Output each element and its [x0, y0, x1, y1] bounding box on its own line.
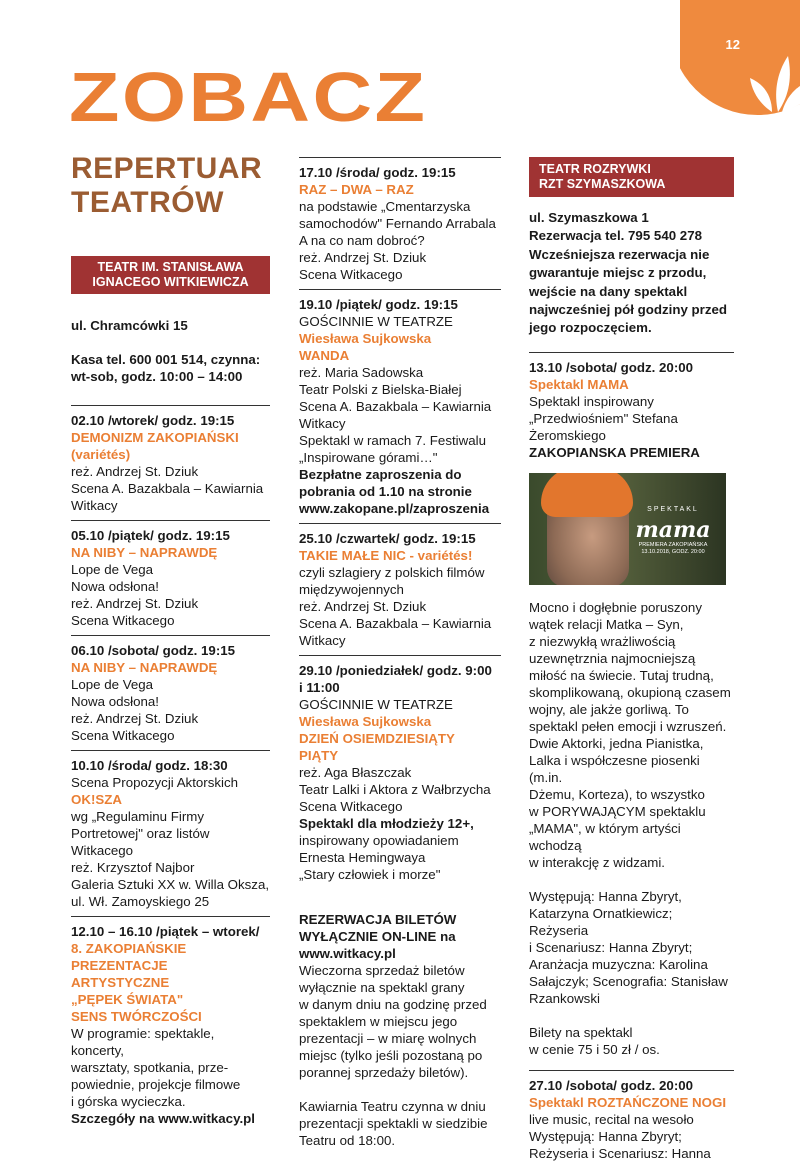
event-line: powiednie, projekcje filmowe	[71, 1077, 241, 1092]
event-line: „Przedwiośniem" Stefana	[529, 410, 678, 426]
description-line: Mocno i dogłębnie poruszony	[529, 599, 702, 615]
event-date: 12.10 – 16.10 /piątek – wtorek/	[71, 924, 260, 939]
description-line: w PORYWAJĄCYM spektaklu	[529, 803, 706, 819]
theatre-name-line: TEATR ROZRYWKI	[539, 162, 651, 176]
reservation-line: miejsc (tylko jeśli pozostaną po	[299, 1048, 483, 1063]
event-date: 02.10 /wtorek/ godz. 19:15	[71, 413, 235, 428]
event-line: „Stary człowiek i morze"	[299, 867, 441, 882]
event-date: i 11:00	[299, 680, 340, 695]
event-line: warsztaty, spotkania, prze-	[71, 1060, 229, 1075]
event-note: ZAKOPIANSKA PREMIERA	[529, 444, 700, 460]
event-block	[71, 916, 270, 1133]
event-title: (variétés)	[71, 447, 131, 462]
promo-label: SPEKTAKL	[647, 505, 699, 513]
reservation-line: prezentacji – w miarę wolnych	[299, 1031, 477, 1046]
ticket-price	[529, 1024, 734, 1058]
description-line: z niezwykłą wrażliwością	[529, 633, 676, 649]
event-title: TAKIE MAŁE NIC - variétés!	[299, 548, 473, 563]
event-date: 29.10 /poniedziałek/ godz. 9:00	[299, 663, 492, 678]
theatre-note: jego rozpoczęciem.	[529, 320, 652, 336]
description-line: Lalka i współczesne piosenki (m.in.	[529, 752, 700, 785]
event-line: live music, recital na wesoło	[529, 1111, 694, 1127]
event-line: Lope de Vega	[71, 562, 154, 577]
event-title: DZIEŃ OSIEMDZIESIĄTY	[299, 731, 455, 746]
theatre-note: wejście na dany spektakl	[529, 283, 688, 299]
description-line: Dwie Aktorki, jedna Pianistka,	[529, 735, 704, 751]
event-date: 27.10 /sobota/ godz. 20:00	[529, 1077, 694, 1093]
reservation-line: w danym dniu na godzinę przed	[299, 997, 487, 1012]
event-line: Witkacy	[299, 416, 346, 431]
column-teatr-witkacego-cont	[299, 157, 501, 1149]
event-line: reż. Andrzej St. Dziuk	[71, 464, 199, 479]
credits-line: Katarzyna Ornatkiewicz; Reżyseria	[529, 905, 673, 938]
column-teatr-witkacego	[71, 256, 270, 1133]
description-line: w interakcję z widzami.	[529, 854, 665, 870]
event-line: A na co nam dobroć?	[299, 233, 425, 248]
event-date: 05.10 /piątek/ godz. 19:15	[71, 528, 230, 543]
corner-decoration	[680, 0, 800, 120]
reservation-info	[299, 911, 501, 1149]
event-line: Spektakl inspirowany	[529, 393, 654, 409]
orange-hat	[541, 473, 633, 517]
event-title: NA NIBY – NAPRAWDĘ	[71, 660, 218, 675]
theatre-info	[529, 209, 734, 338]
reservation-heading: REZERWACJA BILETÓW	[299, 912, 457, 927]
event-line: Lope de Vega	[71, 677, 154, 692]
theatre-note: gwarantuje miejsc z przodu,	[529, 265, 707, 281]
event-line: Ernesta Hemingwaya	[299, 850, 426, 865]
event-line: Reżyseria i Scenariusz: Hanna	[529, 1145, 711, 1161]
event-line: ul. Wł. Zamoyskiego 25	[71, 894, 210, 909]
ticket-line: w cenie 75 i 50 zł / os.	[529, 1041, 660, 1057]
event-block	[299, 157, 501, 289]
event-title: Wiesława Sujkowska	[299, 714, 432, 729]
event-title: PIĄTY	[299, 748, 339, 763]
event-date: 10.10 /środa/ godz. 18:30	[71, 758, 228, 773]
theatre-name-line: RZT SZYMASZKOWA	[539, 177, 666, 191]
description-line: skomplikowaną, okupioną czasem	[529, 684, 731, 700]
event-title: SENS TWÓRCZOŚCI	[71, 1009, 202, 1024]
reservation-line: porannej sprzedaży biletów).	[299, 1065, 469, 1080]
event-line: Występują: Hanna Zbyryt;	[529, 1128, 682, 1144]
event-line: reż. Maria Sadowska	[299, 365, 424, 380]
event-line: Teatr Lalki i Aktora z Wałbrzycha	[299, 782, 491, 797]
theatre-name-line: TEATR IM. STANISŁAWA	[97, 260, 244, 274]
promo-subtitle: PREMIERA ZAKOPIAŃSKA	[638, 541, 708, 548]
column-teatr-rozrywki	[529, 157, 734, 1168]
event-line: W programie: spektakle, koncerty,	[71, 1026, 215, 1058]
event-line: czyli szlagiery z polskich filmów	[299, 565, 485, 580]
event-line: na podstawie „Cmentarzyska	[299, 199, 471, 214]
promo-text	[628, 501, 718, 556]
event-block	[71, 635, 270, 750]
event-line: Nowa odsłona!	[71, 579, 159, 594]
theatre-phone: Rezerwacja tel. 795 540 278	[529, 228, 702, 244]
theatre-note: Wcześniejsza rezerwacja nie	[529, 246, 710, 262]
event-title: Spektakl ROZTAŃCZONE NOGI	[529, 1094, 727, 1110]
event-note: Spektakl dla młodzieży 12+,	[299, 816, 474, 831]
event-line: GOŚCINNIE W TEATRZE	[299, 314, 453, 329]
event-title: RAZ – DWA – RAZ	[299, 182, 414, 197]
event-line: reż. Andrzej St. Dziuk	[71, 596, 199, 611]
reservation-line: spektaklem w miejscu jego	[299, 1014, 458, 1029]
event-line: Witkacego	[71, 843, 134, 858]
event-title: WANDA	[299, 348, 350, 363]
theatre-address: ul. Szymaszkowa 1	[529, 210, 649, 225]
event-block	[529, 1070, 734, 1168]
event-title: Wiesława Sujkowska	[299, 331, 432, 346]
ticket-line: Bilety na spektakl	[529, 1024, 633, 1040]
event-line: Witkacy	[299, 633, 346, 648]
event-title: PREZENTACJE	[71, 958, 168, 973]
event-line: Portretowej" oraz listów	[71, 826, 210, 841]
description-line: wojny, ale jakże gorliwą. To	[529, 701, 689, 717]
event-block	[529, 352, 734, 467]
theatre-address: ul. Chramcówki 15	[71, 318, 188, 333]
reservation-line: wyłącznie na spektakl grany	[299, 980, 465, 995]
description-line: miłość na świecie. Tutaj trudną,	[529, 667, 714, 683]
reservation-line: Wieczorna sprzedaż biletów	[299, 963, 465, 978]
event-details-link: Szczegóły na www.witkacy.pl	[71, 1111, 255, 1126]
event-title: OK!SZA	[71, 792, 122, 807]
reservation-heading: WYŁĄCZNIE ON-LINE na	[299, 929, 456, 944]
event-date: 06.10 /sobota/ godz. 19:15	[71, 643, 236, 658]
credits-line: Aranżacja muzyczna: Karolina	[529, 956, 708, 972]
event-line: Teatr Polski z Bielska-Białej	[299, 382, 462, 397]
event-line: GOŚCINNIE W TEATRZE	[299, 697, 453, 712]
event-date: 25.10 /czwartek/ godz. 19:15	[299, 531, 476, 546]
event-title: NA NIBY – NAPRAWDĘ	[71, 545, 218, 560]
event-line: Scena A. Bazakbala – Kawiarnia	[71, 481, 264, 496]
event-line: międzywojennych	[299, 582, 404, 597]
box-office-hours: wt-sob, godz. 10:00 – 14:00	[71, 369, 243, 384]
event-line: reż. Andrzej St. Dziuk	[71, 711, 199, 726]
description-line: uzewnętrznia najmocniejszą	[529, 650, 696, 666]
event-line: Scena Witkacego	[299, 799, 403, 814]
event-block	[71, 405, 270, 520]
event-description	[529, 599, 734, 871]
description-line: spektakl pełen emocji i wzruszeń.	[529, 718, 727, 734]
event-date: 17.10 /środa/ godz. 19:15	[299, 165, 456, 180]
theatre-note: najwcześniej pół godziny przed	[529, 302, 728, 318]
event-line: reż. Krzysztof Najbor	[71, 860, 195, 875]
event-line: reż. Andrzej St. Dziuk	[299, 250, 427, 265]
credits-line: Występują: Hanna Zbyryt,	[529, 888, 682, 904]
description-line: „MAMA", w którym artyści wchodzą	[529, 820, 681, 853]
event-line: „Inspirowane górami…"	[299, 450, 438, 465]
cast-credits	[529, 888, 734, 1007]
event-block	[71, 750, 270, 916]
page-title: ZOBACZ	[69, 58, 428, 136]
promo-date: 13.10.2018, GODZ. 20:00	[641, 548, 705, 555]
box-office-info: Kasa tel. 600 001 514, czynna:	[71, 352, 261, 367]
event-line: Nowa odsłona!	[71, 694, 159, 709]
event-block	[299, 655, 501, 889]
event-title: Spektakl MAMA	[529, 376, 629, 392]
cafe-line: prezentacji spektakli w siedzibie	[299, 1116, 488, 1131]
section-title	[71, 152, 262, 220]
section-title-line-1: REPERTUAR	[71, 152, 263, 185]
event-line: Scena Witkacego	[299, 267, 403, 282]
event-date: 19.10 /piątek/ godz. 19:15	[299, 297, 458, 312]
theatre-header	[71, 256, 270, 294]
section-title-line-2: TEATRÓW	[71, 186, 224, 219]
reservation-link: www.witkacy.pl	[299, 946, 396, 961]
cafe-line: Teatru od 18:00.	[299, 1133, 396, 1148]
event-line: Spektakl w ramach 7. Festiwalu	[299, 433, 486, 448]
page-number: 12	[725, 37, 740, 52]
event-line: Scena Witkacego	[71, 613, 175, 628]
event-line: Scena Witkacego	[71, 728, 175, 743]
event-line: inspirowany opowiadaniem	[299, 833, 459, 848]
event-line: Witkacy	[71, 498, 118, 513]
promo-image	[529, 473, 726, 585]
event-title: ARTYSTYCZNE	[71, 975, 170, 990]
wheat-leaf-icon	[730, 48, 800, 114]
event-title: „PĘPEK ŚWIATA"	[71, 992, 184, 1007]
event-note: pobrania od 1.10 na stronie	[299, 484, 472, 499]
event-line: wg „Regulaminu Firmy	[71, 809, 205, 824]
event-note: www.zakopane.pl/zaproszenia	[299, 501, 490, 516]
event-line: Scena A. Bazakbala – Kawiarnia	[299, 616, 492, 631]
event-title: DEMONIZM ZAKOPIAŃSKI	[71, 430, 239, 445]
description-line: Dżemu, Korteza), to wszystko	[529, 786, 705, 802]
event-line: Galeria Sztuki XX w. Willa Oksza,	[71, 877, 270, 892]
promo-title: mama	[635, 516, 711, 543]
event-line: Żeromskiego	[529, 427, 606, 443]
credits-line: i Scenariusz: Hanna Zbyryt;	[529, 939, 693, 955]
event-note: Bezpłatne zaproszenia do	[299, 467, 462, 482]
event-block	[299, 289, 501, 523]
description-line: wątek relacji Matka – Syn,	[529, 616, 684, 632]
event-line: i górska wycieczka.	[71, 1094, 186, 1109]
event-title: 8. ZAKOPIAŃSKIE	[71, 941, 187, 956]
event-date: 13.10 /sobota/ godz. 20:00	[529, 359, 694, 375]
event-line: samochodów" Fernando Arrabala	[299, 216, 496, 231]
credits-line: Rzankowski	[529, 990, 600, 1006]
event-block	[71, 520, 270, 635]
event-line: Scena Propozycji Aktorskich	[71, 775, 239, 790]
event-line: reż. Andrzej St. Dziuk	[299, 599, 427, 614]
event-block	[299, 523, 501, 655]
theatre-header	[529, 157, 734, 197]
cafe-line: Kawiarnia Teatru czynna w dniu	[299, 1099, 486, 1114]
theatre-name-line: IGNACEGO WITKIEWICZA	[92, 275, 249, 289]
event-line: Scena A. Bazakbala – Kawiarnia	[299, 399, 492, 414]
event-line: reż. Aga Błaszczak	[299, 765, 412, 780]
credits-line: Sałajczyk; Scenografia: Stanisław	[529, 973, 728, 989]
